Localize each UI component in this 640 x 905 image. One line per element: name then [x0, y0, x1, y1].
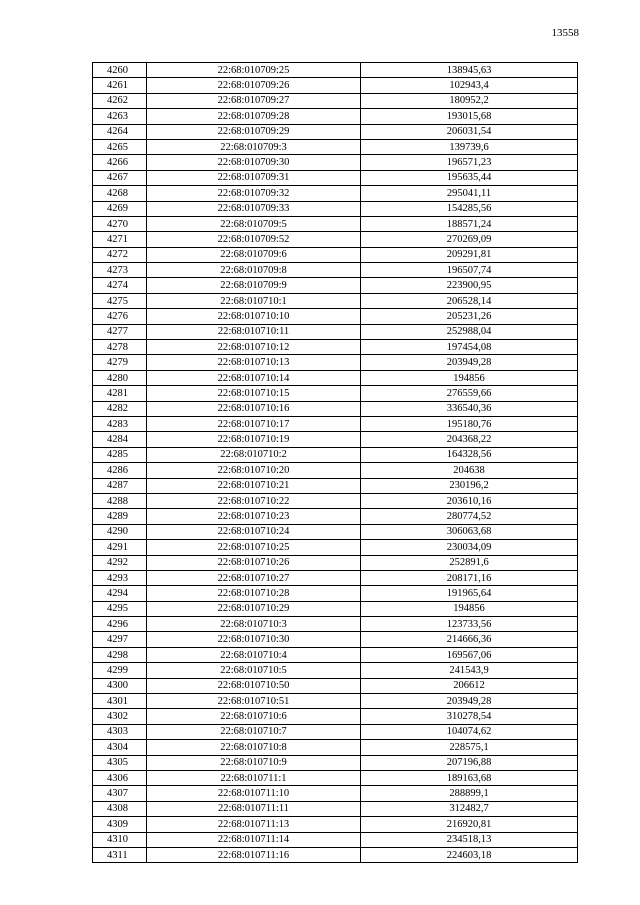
table-row [93, 432, 578, 447]
cadastral-number: 22:68:010710:29 [147, 601, 361, 616]
cadastral-number: 22:68:010709:29 [147, 124, 361, 139]
row-number: 4263 [93, 109, 147, 124]
table-row [93, 355, 578, 370]
cadastral-number: 22:68:010709:3 [147, 139, 361, 154]
row-number: 4272 [93, 247, 147, 262]
row-number: 4306 [93, 770, 147, 785]
cadastral-value: 197454,08 [361, 340, 578, 355]
cadastral-number: 22:68:010710:27 [147, 570, 361, 585]
row-number: 4282 [93, 401, 147, 416]
table-row [93, 401, 578, 416]
cadastral-value: 205231,26 [361, 309, 578, 324]
cadastral-number: 22:68:010711:11 [147, 801, 361, 816]
cadastral-number: 22:68:010710:10 [147, 309, 361, 324]
cadastral-number: 22:68:010709:8 [147, 263, 361, 278]
cadastral-number: 22:68:010710:50 [147, 678, 361, 693]
cadastral-value: 203610,16 [361, 493, 578, 508]
cadastral-number: 22:68:010710:51 [147, 694, 361, 709]
table-row [93, 832, 578, 847]
cadastral-value: 195180,76 [361, 416, 578, 431]
cadastral-value: 139739,6 [361, 139, 578, 154]
cadastral-number: 22:68:010710:11 [147, 324, 361, 339]
table-row [93, 216, 578, 231]
row-number: 4275 [93, 293, 147, 308]
cadastral-value: 288899,1 [361, 786, 578, 801]
cadastral-value: 196571,23 [361, 155, 578, 170]
cadastral-number: 22:68:010710:14 [147, 370, 361, 385]
table-row [93, 263, 578, 278]
table-row [93, 709, 578, 724]
table-row [93, 617, 578, 632]
cadastral-number: 22:68:010710:7 [147, 724, 361, 739]
table-row [93, 93, 578, 108]
row-number: 4270 [93, 216, 147, 231]
table-row [93, 740, 578, 755]
row-number: 4295 [93, 601, 147, 616]
cadastral-value: 164328,56 [361, 447, 578, 462]
row-number: 4291 [93, 540, 147, 555]
table-row [93, 540, 578, 555]
row-number: 4260 [93, 63, 147, 78]
cadastral-number: 22:68:010711:14 [147, 832, 361, 847]
cadastral-value: 230196,2 [361, 478, 578, 493]
cadastral-number: 22:68:010709:28 [147, 109, 361, 124]
cadastral-number: 22:68:010710:9 [147, 755, 361, 770]
row-number: 4281 [93, 386, 147, 401]
cadastral-number: 22:68:010711:1 [147, 770, 361, 785]
table-row [93, 386, 578, 401]
cadastral-value: 224603,18 [361, 847, 578, 862]
cadastral-value: 252988,04 [361, 324, 578, 339]
cadastral-value: 188571,24 [361, 216, 578, 231]
cadastral-number: 22:68:010709:25 [147, 63, 361, 78]
cadastral-value: 228575,1 [361, 740, 578, 755]
row-number: 4289 [93, 509, 147, 524]
cadastral-number: 22:68:010710:21 [147, 478, 361, 493]
cadastral-number: 22:68:010710:4 [147, 647, 361, 662]
table-row [93, 647, 578, 662]
row-number: 4280 [93, 370, 147, 385]
row-number: 4266 [93, 155, 147, 170]
cadastral-value: 203949,28 [361, 355, 578, 370]
cadastral-value: 194856 [361, 601, 578, 616]
table-row [93, 724, 578, 739]
cadastral-value: 270269,09 [361, 232, 578, 247]
cadastral-number: 22:68:010710:2 [147, 447, 361, 462]
row-number: 4278 [93, 340, 147, 355]
cadastral-number: 22:68:010709:5 [147, 216, 361, 231]
cadastral-value: 252891,6 [361, 555, 578, 570]
cadastral-number: 22:68:010710:24 [147, 524, 361, 539]
row-number: 4293 [93, 570, 147, 585]
row-number: 4271 [93, 232, 147, 247]
table-row [93, 478, 578, 493]
cadastral-number: 22:68:010709:9 [147, 278, 361, 293]
cadastral-value: 208171,16 [361, 570, 578, 585]
cadastral-number: 22:68:010710:20 [147, 463, 361, 478]
cadastral-value: 234518,13 [361, 832, 578, 847]
cadastral-number: 22:68:010709:30 [147, 155, 361, 170]
cadastral-value: 206528,14 [361, 293, 578, 308]
row-number: 4299 [93, 663, 147, 678]
row-number: 4287 [93, 478, 147, 493]
cadastral-number: 22:68:010709:33 [147, 201, 361, 216]
cadastral-value: 295041,11 [361, 186, 578, 201]
cadastral-value: 138945,63 [361, 63, 578, 78]
table-row [93, 186, 578, 201]
row-number: 4288 [93, 493, 147, 508]
cadastral-number: 22:68:010709:52 [147, 232, 361, 247]
row-number: 4283 [93, 416, 147, 431]
cadastral-value: 209291,81 [361, 247, 578, 262]
cadastral-value: 310278,54 [361, 709, 578, 724]
cadastral-number: 22:68:010709:26 [147, 78, 361, 93]
cadastral-number: 22:68:010710:28 [147, 586, 361, 601]
table-body [93, 63, 578, 863]
cadastral-value: 230034,09 [361, 540, 578, 555]
row-number: 4303 [93, 724, 147, 739]
table-row [93, 124, 578, 139]
cadastral-value: 123733,56 [361, 617, 578, 632]
table-row [93, 493, 578, 508]
row-number: 4285 [93, 447, 147, 462]
row-number: 4310 [93, 832, 147, 847]
table-row [93, 78, 578, 93]
table-row [93, 555, 578, 570]
cadastral-value: 204368,22 [361, 432, 578, 447]
cadastral-value: 276559,66 [361, 386, 578, 401]
cadastral-value: 169567,06 [361, 647, 578, 662]
table-row [93, 309, 578, 324]
cadastral-number: 22:68:010710:22 [147, 493, 361, 508]
cadastral-number: 22:68:010710:23 [147, 509, 361, 524]
row-number: 4302 [93, 709, 147, 724]
cadastral-number: 22:68:010711:16 [147, 847, 361, 862]
table-row [93, 155, 578, 170]
table-row [93, 847, 578, 862]
row-number: 4294 [93, 586, 147, 601]
row-number: 4276 [93, 309, 147, 324]
table-row [93, 755, 578, 770]
cadastral-value: 195635,44 [361, 170, 578, 185]
cadastral-value: 194856 [361, 370, 578, 385]
row-number: 4265 [93, 139, 147, 154]
cadastral-value: 180952,2 [361, 93, 578, 108]
table-row [93, 801, 578, 816]
page-number: 13558 [551, 27, 579, 39]
table-row [93, 232, 578, 247]
cadastral-number: 22:68:010710:17 [147, 416, 361, 431]
row-number: 4296 [93, 617, 147, 632]
table-row [93, 524, 578, 539]
cadastral-number: 22:68:010711:10 [147, 786, 361, 801]
table-row [93, 370, 578, 385]
cadastral-value: 196507,74 [361, 263, 578, 278]
table-row [93, 247, 578, 262]
cadastral-value: 214666,36 [361, 632, 578, 647]
cadastral-value: 280774,52 [361, 509, 578, 524]
table-row [93, 817, 578, 832]
cadastral-value: 102943,4 [361, 78, 578, 93]
cadastral-value: 191965,64 [361, 586, 578, 601]
row-number: 4284 [93, 432, 147, 447]
cadastral-number: 22:68:010711:13 [147, 817, 361, 832]
table-row [93, 340, 578, 355]
cadastral-number: 22:68:010710:26 [147, 555, 361, 570]
table-row [93, 663, 578, 678]
row-number: 4298 [93, 647, 147, 662]
row-number: 4301 [93, 694, 147, 709]
table-row [93, 632, 578, 647]
table-row [93, 109, 578, 124]
table-row [93, 139, 578, 154]
row-number: 4308 [93, 801, 147, 816]
table-row [93, 63, 578, 78]
cadastral-value-table [92, 62, 578, 863]
table-row [93, 324, 578, 339]
cadastral-number: 22:68:010710:1 [147, 293, 361, 308]
cadastral-value: 312482,7 [361, 801, 578, 816]
cadastral-value: 223900,95 [361, 278, 578, 293]
cadastral-number: 22:68:010710:19 [147, 432, 361, 447]
cadastral-number: 22:68:010710:15 [147, 386, 361, 401]
cadastral-number: 22:68:010710:3 [147, 617, 361, 632]
cadastral-value: 189163,68 [361, 770, 578, 785]
table-row [93, 694, 578, 709]
cadastral-number: 22:68:010709:27 [147, 93, 361, 108]
row-number: 4286 [93, 463, 147, 478]
cadastral-value: 241543,9 [361, 663, 578, 678]
row-number: 4300 [93, 678, 147, 693]
table-row [93, 447, 578, 462]
table-row [93, 201, 578, 216]
cadastral-value: 306063,68 [361, 524, 578, 539]
row-number: 4305 [93, 755, 147, 770]
table-row [93, 170, 578, 185]
row-number: 4297 [93, 632, 147, 647]
row-number: 4292 [93, 555, 147, 570]
cadastral-value: 154285,56 [361, 201, 578, 216]
table-row [93, 786, 578, 801]
cadastral-number: 22:68:010710:25 [147, 540, 361, 555]
row-number: 4268 [93, 186, 147, 201]
row-number: 4269 [93, 201, 147, 216]
row-number: 4274 [93, 278, 147, 293]
row-number: 4279 [93, 355, 147, 370]
row-number: 4273 [93, 263, 147, 278]
cadastral-number: 22:68:010709:32 [147, 186, 361, 201]
row-number: 4262 [93, 93, 147, 108]
table-row [93, 293, 578, 308]
row-number: 4290 [93, 524, 147, 539]
row-number: 4267 [93, 170, 147, 185]
cadastral-number: 22:68:010710:8 [147, 740, 361, 755]
cadastral-number: 22:68:010710:30 [147, 632, 361, 647]
table-row [93, 416, 578, 431]
row-number: 4264 [93, 124, 147, 139]
cadastral-value: 193015,68 [361, 109, 578, 124]
cadastral-number: 22:68:010710:5 [147, 663, 361, 678]
cadastral-number: 22:68:010710:6 [147, 709, 361, 724]
cadastral-value: 203949,28 [361, 694, 578, 709]
cadastral-value: 104074,62 [361, 724, 578, 739]
cadastral-value: 204638 [361, 463, 578, 478]
table-row [93, 678, 578, 693]
cadastral-value: 207196,88 [361, 755, 578, 770]
cadastral-value: 336540,36 [361, 401, 578, 416]
table-row [93, 278, 578, 293]
cadastral-number: 22:68:010709:31 [147, 170, 361, 185]
table-row [93, 770, 578, 785]
row-number: 4304 [93, 740, 147, 755]
table-row [93, 463, 578, 478]
cadastral-number: 22:68:010710:16 [147, 401, 361, 416]
cadastral-value: 216920,81 [361, 817, 578, 832]
table-row [93, 586, 578, 601]
table-row [93, 570, 578, 585]
cadastral-value: 206031,54 [361, 124, 578, 139]
row-number: 4307 [93, 786, 147, 801]
row-number: 4277 [93, 324, 147, 339]
cadastral-number: 22:68:010710:13 [147, 355, 361, 370]
cadastral-number: 22:68:010710:12 [147, 340, 361, 355]
table-row [93, 601, 578, 616]
cadastral-value: 206612 [361, 678, 578, 693]
row-number: 4311 [93, 847, 147, 862]
cadastral-number: 22:68:010709:6 [147, 247, 361, 262]
row-number: 4261 [93, 78, 147, 93]
row-number: 4309 [93, 817, 147, 832]
table-row [93, 509, 578, 524]
